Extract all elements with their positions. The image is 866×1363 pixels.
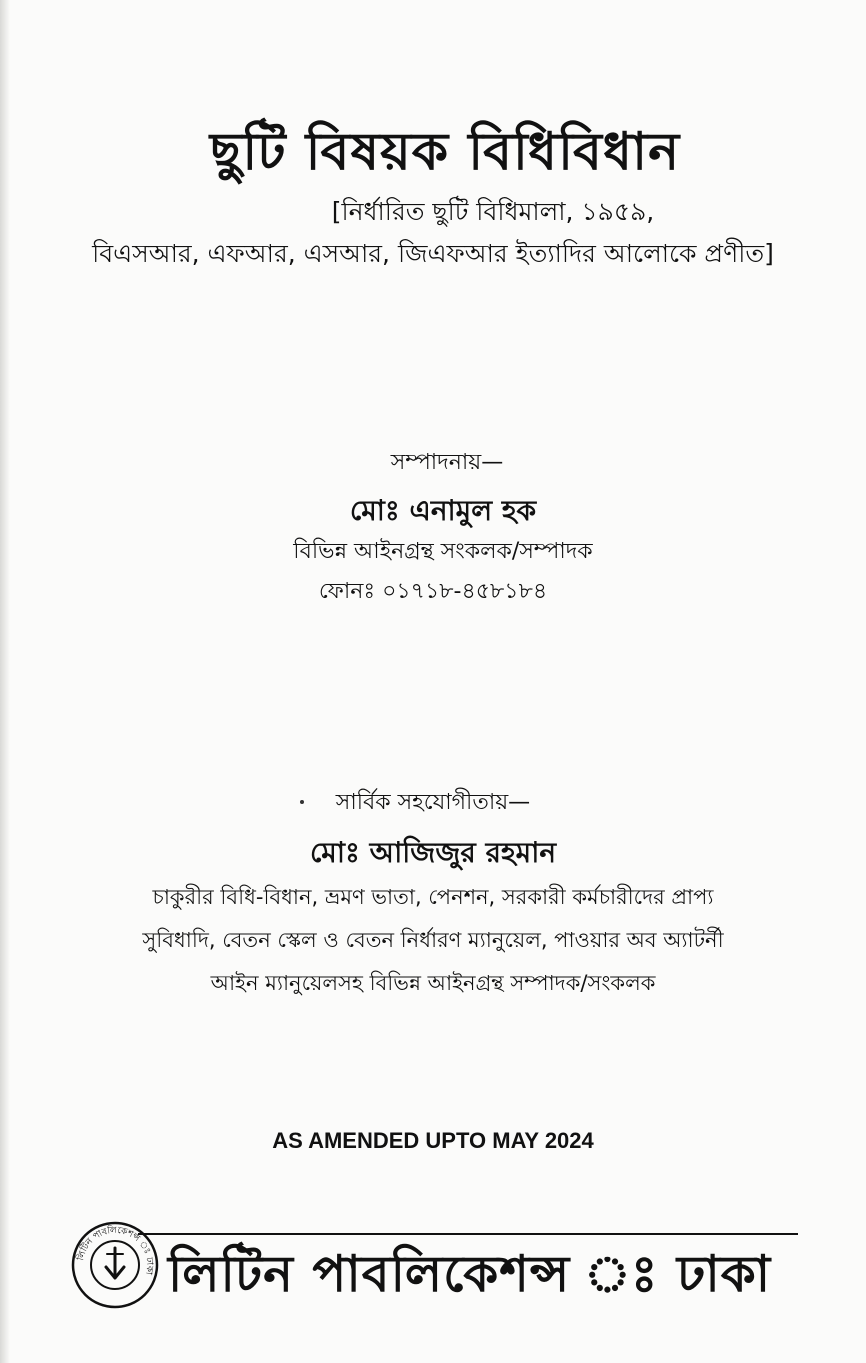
- book-subtitle-line2: বিএসআর, এফআর, এসআর, জিএফআর ইত্যাদির আলোকে প্রণীত]: [92, 239, 774, 268]
- assistance-label: সার্বিক সহযোগীতায়—: [335, 790, 531, 815]
- assistant-name: মোঃ আজিজুর রহমান: [309, 836, 557, 869]
- seal-text: লিটিন পাবলিকেশন্স ঃ ঢাকা: [76, 1225, 155, 1276]
- assistant-description-line3: আইন ম্যানুয়েলসহ বিভিন্ন আইনগ্রন্থ সম্পাদক/সংকলক: [210, 971, 656, 995]
- publisher-seal-icon: [70, 1220, 160, 1310]
- editor-phone: ফোনঃ ০১৭১৮-৪৫৮১৮৪: [318, 579, 548, 604]
- page-edge-shadow: [0, 0, 10, 1363]
- footer-rule: [138, 1233, 798, 1235]
- editor-description: বিভিন্ন আইনগ্রন্থ সংকলক/সম্পাদক: [293, 539, 593, 564]
- publisher-name: লিটিন পাবলিকেশন্স ঃ ঢাকা: [168, 1245, 772, 1303]
- editor-label: সম্পাদনায়—: [390, 450, 504, 475]
- book-subtitle-line1: [নির্ধারিত ছুটি বিধিমালা, ১৯৫৯,: [331, 197, 655, 226]
- amendment-note: AS AMENDED UPTO MAY 2024: [272, 1128, 594, 1153]
- editor-name: মোঃ এনামুল হক: [349, 494, 537, 527]
- assistant-description-line1: চাকুরীর বিধি-বিধান, ভ্রমণ ভাতা, পেনশন, সরকারী কর্মচারীদের প্রাপ্য: [152, 885, 714, 909]
- assistant-description-line2: সুবিধাদি, বেতন স্কেল ও বেতন নির্ধারণ ম্যানুয়েল, পাওয়ার অব অ্যাটর্নী: [142, 928, 724, 952]
- book-title: ছুটি বিষয়ক বিধিবিধান: [209, 122, 681, 182]
